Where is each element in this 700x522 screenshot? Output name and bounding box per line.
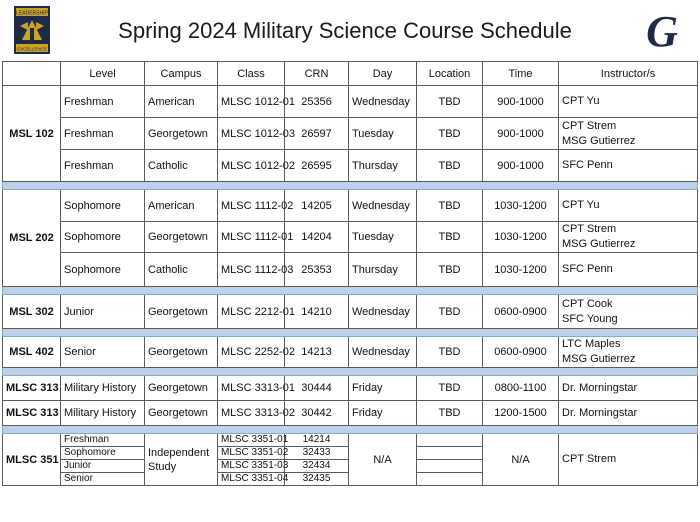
header-campus: Campus — [145, 62, 218, 86]
instructor-name: Dr. Morningstar — [562, 406, 638, 419]
level-cell: Junior — [61, 295, 145, 329]
header-time: Time — [483, 62, 559, 86]
campus-cell: Georgetown — [145, 118, 218, 150]
instructor-name: CPT Yu — [562, 95, 600, 107]
header-day: Day — [349, 62, 417, 86]
instructor-name: SFC Penn — [562, 159, 613, 171]
level-cell: Senior — [61, 337, 145, 368]
table-row — [3, 376, 698, 401]
instructor-cell — [559, 376, 698, 401]
g-logo-letter: G — [646, 7, 678, 56]
instructor-name: CPT Strem — [562, 119, 617, 132]
crn-cell: 32433 — [285, 447, 349, 460]
level-cell: Freshman — [61, 118, 145, 150]
course-code: MLSC 313 — [3, 401, 61, 426]
location-cell — [417, 447, 483, 460]
campus-cell: American — [145, 190, 218, 222]
day-cell: Wednesday — [349, 86, 417, 118]
crn-cell: 32435 — [285, 473, 349, 486]
location-cell: TBD — [417, 86, 483, 118]
table-row — [3, 253, 698, 287]
location-cell — [417, 434, 483, 447]
header-location: Location — [417, 62, 483, 86]
time-cell: 1200-1500 — [483, 401, 559, 426]
page-title: Spring 2024 Military Science Course Schedule — [118, 18, 572, 43]
day-cell: Friday — [349, 401, 417, 426]
section-divider — [3, 329, 698, 337]
level-cell: Senior — [61, 473, 145, 486]
level-cell: Freshman — [61, 434, 145, 447]
crn-cell: 14213 — [285, 337, 349, 368]
location-cell: TBD — [417, 222, 483, 253]
day-cell: Tuesday — [349, 222, 417, 253]
table-row — [3, 401, 698, 426]
day-cell: N/A — [349, 434, 417, 486]
crn-cell: 25356 — [285, 86, 349, 118]
instructor-name: MSG Gutierrez — [562, 353, 636, 365]
instructor-cell — [559, 190, 698, 222]
class-cell: MLSC 1112-01 — [218, 222, 285, 253]
location-cell: TBD — [417, 401, 483, 426]
day-cell: Tuesday — [349, 118, 417, 150]
emblem-top-text: LEADERSHIP — [16, 10, 48, 17]
instructor-cell — [559, 86, 698, 118]
crn-cell: 26595 — [285, 150, 349, 182]
day-cell: Wednesday — [349, 295, 417, 329]
time-cell: N/A — [483, 434, 559, 486]
class-cell: MLSC 1012-03 — [218, 118, 285, 150]
instructor-cell — [559, 295, 698, 329]
location-cell: TBD — [417, 150, 483, 182]
class-cell: MLSC 3313-02 — [218, 401, 285, 426]
table-row — [3, 222, 698, 253]
level-cell: Military History — [61, 401, 145, 426]
campus-cell: Catholic — [145, 150, 218, 182]
day-cell: Wednesday — [349, 190, 417, 222]
header-class: Class — [218, 62, 285, 86]
level-cell: Junior — [61, 460, 145, 473]
instructor-name: MSG Gutierrez — [562, 134, 636, 147]
table-row — [3, 434, 698, 447]
course-code: MSL 402 — [3, 337, 61, 368]
instructor-name: SFC Young — [562, 312, 618, 325]
crn-cell: 14205 — [285, 190, 349, 222]
crn-cell: 25353 — [285, 253, 349, 287]
instructor-name: LTC Maples — [562, 338, 621, 350]
crn-cell: 30444 — [285, 376, 349, 401]
section-divider — [3, 287, 698, 295]
table-row — [3, 118, 698, 150]
header-instructors: Instructor/s — [559, 62, 698, 86]
course-code: MLSC 351 — [3, 434, 61, 486]
time-cell: 1030-1200 — [483, 222, 559, 253]
instructor-cell — [559, 118, 698, 150]
level-cell: Military History — [61, 376, 145, 401]
georgetown-g-logo-icon — [640, 7, 684, 56]
page-header — [0, 0, 700, 60]
table-row — [3, 86, 698, 118]
day-cell: Friday — [349, 376, 417, 401]
table-row — [3, 295, 698, 329]
header-blank — [3, 62, 61, 86]
class-cell: MLSC 1012-01 — [218, 86, 285, 118]
emblem-bottom-text: EXCELLENCE — [17, 46, 47, 52]
location-cell: TBD — [417, 118, 483, 150]
time-cell: 900-1000 — [483, 118, 559, 150]
campus-cell: Georgetown — [145, 401, 218, 426]
time-cell: 1030-1200 — [483, 190, 559, 222]
location-cell: TBD — [417, 376, 483, 401]
day-cell: Thursday — [349, 253, 417, 287]
time-cell: 0600-0900 — [483, 295, 559, 329]
class-cell: MLSC 3351-02 — [218, 447, 285, 460]
instructor-cell — [559, 253, 698, 287]
campus-cell: Georgetown — [145, 337, 218, 368]
time-cell: 0800-1100 — [483, 376, 559, 401]
instructor-cell — [559, 401, 698, 426]
class-cell: MLSC 2252-02 — [218, 337, 285, 368]
level-cell: Sophomore — [61, 447, 145, 460]
crn-cell: 14210 — [285, 295, 349, 329]
crn-cell: 14204 — [285, 222, 349, 253]
table-header-row — [3, 62, 698, 86]
time-cell: 1030-1200 — [483, 253, 559, 287]
level-cell: Sophomore — [61, 222, 145, 253]
header-level: Level — [61, 62, 145, 86]
location-cell: TBD — [417, 190, 483, 222]
campus-cell: American — [145, 86, 218, 118]
instructor-name: CPT Cook — [562, 297, 613, 310]
section-divider — [3, 426, 698, 434]
instructor-name: CPT Yu — [562, 199, 600, 211]
header-crn: CRN — [285, 62, 349, 86]
location-cell: TBD — [417, 295, 483, 329]
crn-cell: 32434 — [285, 460, 349, 473]
location-cell — [417, 473, 483, 486]
instructor-cell — [559, 337, 698, 368]
class-cell: MLSC 3351-04 — [218, 473, 285, 486]
instructor-cell — [559, 434, 698, 486]
crn-cell: 30442 — [285, 401, 349, 426]
campus-cell: Independent Study — [145, 434, 218, 486]
table-row — [3, 337, 698, 368]
level-cell: Freshman — [61, 150, 145, 182]
section-divider — [3, 182, 698, 190]
time-cell: 900-1000 — [483, 150, 559, 182]
level-cell: Freshman — [61, 86, 145, 118]
level-cell: Sophomore — [61, 253, 145, 287]
day-cell: Thursday — [349, 150, 417, 182]
instructor-name: CPT Strem — [562, 453, 617, 465]
schedule-table — [2, 61, 698, 486]
crn-cell: 26597 — [285, 118, 349, 150]
location-cell: TBD — [417, 253, 483, 287]
course-code: MSL 302 — [3, 295, 61, 329]
campus-cell: Georgetown — [145, 295, 218, 329]
class-cell: MLSC 1112-02 — [218, 190, 285, 222]
day-cell: Wednesday — [349, 337, 417, 368]
instructor-cell — [559, 150, 698, 182]
class-cell: MLSC 3351-03 — [218, 460, 285, 473]
instructor-name: SFC Penn — [562, 263, 613, 275]
table-row — [3, 150, 698, 182]
campus-cell: Georgetown — [145, 376, 218, 401]
class-cell: MLSC 3313-01 — [218, 376, 285, 401]
course-code: MLSC 313 — [3, 376, 61, 401]
course-code: MSL 102 — [3, 86, 61, 182]
time-cell: 900-1000 — [483, 86, 559, 118]
location-cell — [417, 460, 483, 473]
instructor-name: Dr. Morningstar — [562, 381, 638, 394]
location-cell: TBD — [417, 337, 483, 368]
class-cell: MLSC 3351-01 — [218, 434, 285, 447]
instructor-name: CPT Strem — [562, 223, 617, 235]
section-divider — [3, 368, 698, 376]
class-cell: MLSC 2212-01 — [218, 295, 285, 329]
instructor-cell — [559, 222, 698, 253]
class-cell: MLSC 1012-02 — [218, 150, 285, 182]
campus-cell: Catholic — [145, 253, 218, 287]
table-row — [3, 190, 698, 222]
crn-cell: 14214 — [285, 434, 349, 447]
level-cell: Sophomore — [61, 190, 145, 222]
campus-cell: Georgetown — [145, 222, 218, 253]
time-cell: 0600-0900 — [483, 337, 559, 368]
course-code: MSL 202 — [3, 190, 61, 287]
class-cell: MLSC 1112-03 — [218, 253, 285, 287]
rotc-emblem-icon — [14, 6, 50, 54]
instructor-name: MSG Gutierrez — [562, 238, 636, 250]
